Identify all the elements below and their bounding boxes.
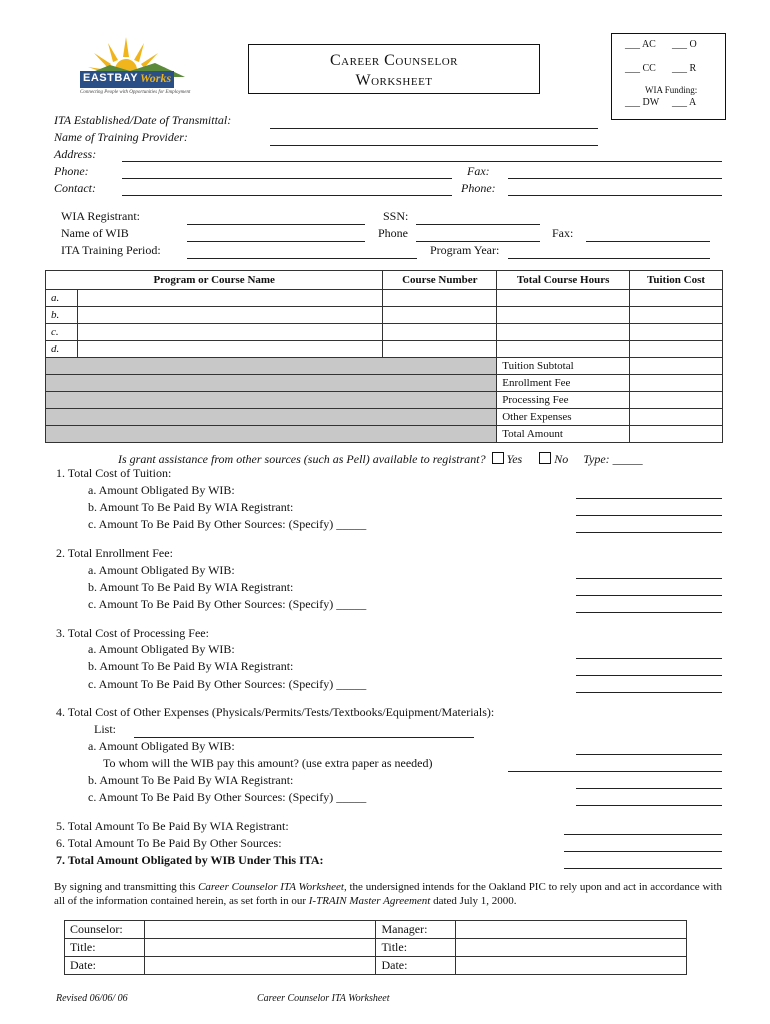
logo-brand: EASTBAY [83,72,139,84]
section-2-a: a. Amount Obligated By WIB: [88,563,235,577]
table-row [65,921,687,939]
section-4-c-field[interactable] [576,805,722,806]
course-name-cell[interactable] [77,324,382,341]
ita-established-field[interactable] [270,128,598,129]
section-1-a: a. Amount Obligated By WIB: [88,483,235,497]
title-line-2: Worksheet [355,72,433,89]
section-4-who: To whom will the WIB pay this amount? (use extra paper as needed) [103,756,433,770]
ita-established-label: ITA Established/Date of Transmittal: [54,113,232,127]
eastbay-works-logo [80,37,191,97]
course-number-cell[interactable] [383,341,497,358]
ita-period-label: ITA Training Period: [61,243,161,257]
section-7-field[interactable] [564,868,722,869]
section-3-b-field[interactable] [576,675,722,676]
section-5: 5. Total Amount To Be Paid By WIA Registrant: [56,819,289,833]
section-2-c-field[interactable] [576,612,722,613]
wia-funding-label: WIA Funding: [645,85,698,95]
counselor-date-field[interactable] [144,957,376,975]
counselor-label: Counselor: [65,921,145,939]
col-tuition-cost: Tuition Cost [630,271,723,290]
course-hours-cell[interactable] [497,324,630,341]
section-1-title: 1. Total Cost of Tuition: [56,466,172,480]
section-6: 6. Total Amount To Be Paid By Other Sources: [56,836,282,850]
section-4-b: b. Amount To Be Paid By WIA Registrant: [88,773,294,787]
section-4-a-field[interactable] [576,754,722,755]
course-hours-cell[interactable] [497,290,630,307]
code-o[interactable]: ___ O [672,39,697,50]
manager-date-field[interactable] [456,957,687,975]
section-1-b-field[interactable] [576,515,722,516]
counselor-field[interactable] [144,921,376,939]
other-expenses-cell[interactable] [630,409,723,426]
course-number-cell[interactable] [383,324,497,341]
course-table-header [46,271,723,290]
footer-revised: Revised 06/06/ 06 [56,993,128,1004]
address-field[interactable] [122,161,722,162]
summary-row [46,358,723,375]
program-year-label: Program Year: [430,243,500,257]
section-2-c: c. Amount To Be Paid By Other Sources: (Specify) _____ [88,597,367,611]
codes-box [611,33,726,120]
section-4-list-field[interactable] [134,737,474,738]
phone-field[interactable] [122,178,452,179]
section-2-b: b. Amount To Be Paid By WIA Registrant: [88,580,294,594]
address-label: Address: [54,147,97,161]
section-3-a: a. Amount Obligated By WIB: [88,642,235,656]
summary-label: Tuition Subtotal [497,358,630,375]
summary-row [46,392,723,409]
course-name-cell[interactable] [77,307,382,324]
phone-label: Phone: [54,164,89,178]
code-ac[interactable]: ___ AC [625,39,656,50]
summary-label: Total Amount [497,426,630,443]
summary-row [46,426,723,443]
counselor-title-field[interactable] [144,939,376,957]
row-label: c. [46,324,78,341]
course-hours-cell[interactable] [497,341,630,358]
page-title [248,44,540,94]
section-1-a-field[interactable] [576,498,722,499]
section-4-c: c. Amount To Be Paid By Other Sources: (Specify) _____ [88,790,367,804]
ssn-label: SSN: [383,209,409,223]
wib-phone-label: Phone [378,226,408,240]
name-of-wib-label: Name of WIB [61,226,129,240]
course-hours-cell[interactable] [497,307,630,324]
no-label: No [554,452,569,466]
col-course-number: Course Number [383,271,497,290]
program-year-field[interactable] [508,258,710,259]
tuition-subtotal-cell[interactable] [630,358,723,375]
section-3-a-field[interactable] [576,658,722,659]
table-row [46,324,723,341]
contact-phone-field[interactable] [508,195,722,196]
section-7: 7. Total Amount Obligated by WIB Under This ITA: [56,853,324,867]
manager-field[interactable] [456,921,687,939]
section-3-c: c. Amount To Be Paid By Other Sources: (Specify) _____ [88,677,367,691]
course-name-cell[interactable] [77,290,382,307]
grant-question-text: Is grant assistance from other sources (such as Pell) available to registrant? [118,452,486,466]
yes-label: Yes [506,452,523,466]
type-field[interactable]: Type: _____ [583,452,643,466]
section-4-list-label: List: [94,722,117,736]
enrollment-fee-cell[interactable] [630,375,723,392]
table-row [65,957,687,975]
summary-label: Other Expenses [497,409,630,426]
section-4-who-field[interactable] [508,771,722,772]
col-program-name: Program or Course Name [46,271,383,290]
section-3-title: 3. Total Cost of Processing Fee: [56,626,209,640]
summary-label: Processing Fee [497,392,630,409]
summary-row [46,375,723,392]
yes-checkbox[interactable] [492,452,504,464]
section-6-field[interactable] [564,851,722,852]
row-label: a. [46,290,78,307]
section-5-field[interactable] [564,834,722,835]
code-a[interactable]: ___ A [672,97,697,108]
course-number-cell[interactable] [383,290,497,307]
section-2-b-field[interactable] [576,595,722,596]
table-row [65,939,687,957]
section-1-b: b. Amount To Be Paid By WIA Registrant: [88,500,294,514]
ita-period-field[interactable] [187,258,417,259]
code-r[interactable]: ___ R [672,63,697,74]
course-number-cell[interactable] [383,307,497,324]
course-name-cell[interactable] [77,341,382,358]
processing-fee-cell[interactable] [630,392,723,409]
section-4-b-field[interactable] [576,788,722,789]
course-table [45,270,723,443]
code-cc[interactable]: ___ CC [625,63,656,74]
no-checkbox[interactable] [539,452,551,464]
ssn-field[interactable] [416,224,540,225]
counselor-date-label: Date: [65,957,145,975]
section-4-a: a. Amount Obligated By WIB: [88,739,235,753]
manager-title-field[interactable] [456,939,687,957]
agreement-paragraph: By signing and transmitting this Career Counselor ITA Worksheet, the undersigned intends for the Oakland PIC to rely upon and act in accordance with all of the information contained herein, as set forth in our I-TRAIN Master Agreement dated July 1, 2000. [54,881,723,907]
section-4-title: 4. Total Cost of Other Expenses (Physicals/Permits/Tests/Textbooks/Equipment/Materials): [56,705,495,719]
training-provider-field[interactable] [270,145,598,146]
wib-fax-label: Fax: [552,226,574,240]
title-line-1: Career Counselor [329,52,459,69]
name-of-wib-field[interactable] [187,241,365,242]
training-provider-label: Name of Training Provider: [54,130,188,144]
col-total-hours: Total Course Hours [497,271,630,290]
total-amount-cell[interactable] [630,426,723,443]
wib-phone-field[interactable] [416,241,540,242]
section-1-c-field[interactable] [576,532,722,533]
manager-title-label: Title: [376,939,456,957]
table-row [46,290,723,307]
row-label: b. [46,307,78,324]
tuition-cell[interactable] [630,324,723,341]
fax-field[interactable] [508,178,722,179]
summary-label: Enrollment Fee [497,375,630,392]
logo-tagline: Connecting People with Opportunities for Employment [80,90,191,95]
grant-question [118,452,643,467]
row-label: d. [46,341,78,358]
counselor-title-label: Title: [65,939,145,957]
table-row [46,307,723,324]
section-2-title: 2. Total Enrollment Fee: [56,546,173,560]
contact-phone-label: Phone: [461,181,496,195]
section-1-c: c. Amount To Be Paid By Other Sources: (Specify) _____ [88,517,367,531]
section-2-a-field[interactable] [576,578,722,579]
section-3-b: b. Amount To Be Paid By WIA Registrant: [88,659,294,673]
contact-label: Contact: [54,181,96,195]
wia-registrant-label: WIA Registrant: [61,209,140,223]
section-3-c-field[interactable] [576,692,722,693]
logo-brand-suffix: Works [140,71,172,85]
signature-table [64,920,687,975]
fax-label: Fax: [467,164,490,178]
wib-fax-field[interactable] [586,241,710,242]
wia-registrant-field[interactable] [187,224,365,225]
tuition-cell[interactable] [630,307,723,324]
code-dw[interactable]: ___ DW [625,97,660,108]
summary-row [46,409,723,426]
tuition-cell[interactable] [630,341,723,358]
table-row [46,341,723,358]
contact-field[interactable] [122,195,452,196]
manager-label: Manager: [376,921,456,939]
tuition-cell[interactable] [630,290,723,307]
footer-doc-name: Career Counselor ITA Worksheet [257,993,390,1004]
manager-date-label: Date: [376,957,456,975]
